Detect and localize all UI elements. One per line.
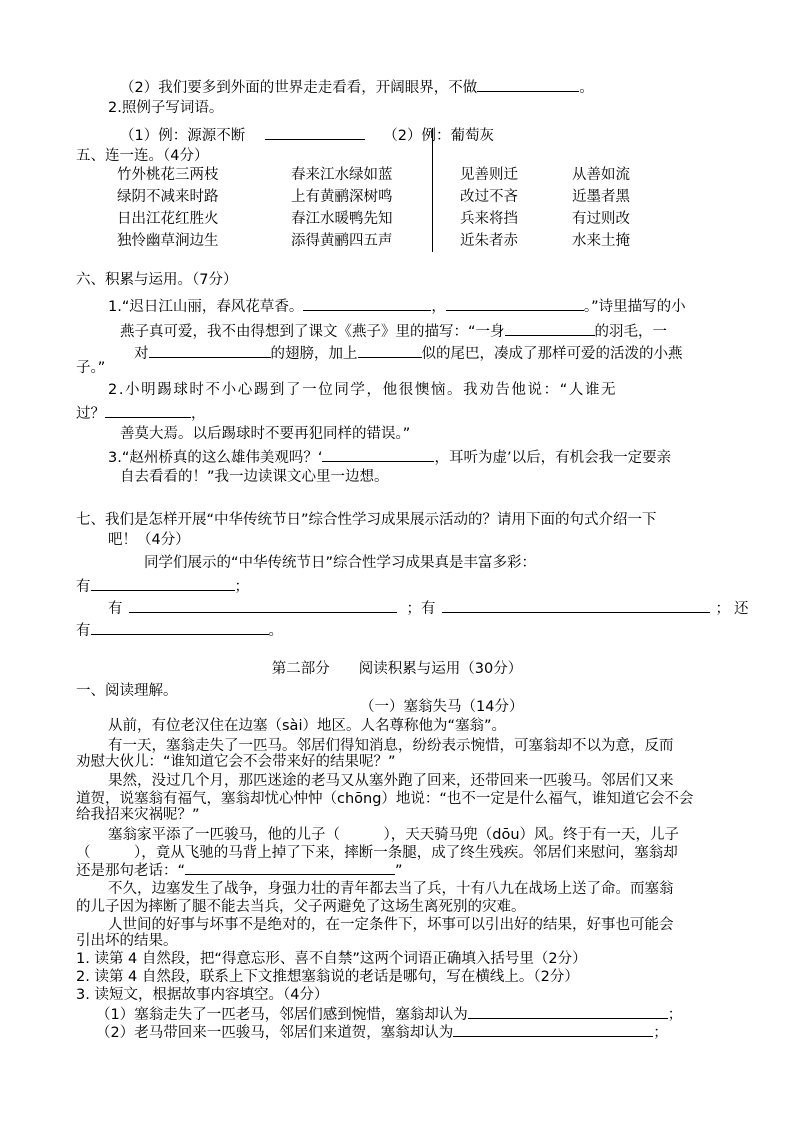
match-left-col1-item[interactable]: 日出江花红胜火 [117, 211, 219, 227]
story-paragraph: 引出坏的结果。 [76, 933, 178, 949]
match-right-col1-item[interactable]: 改过不吝 [460, 189, 518, 205]
story-paragraph: 劝慰大伙儿：“谁知道它会不会带来好的结果呢？” [76, 754, 396, 770]
story-paragraph: 道贺，说塞翁有福气，塞翁却忧心忡忡（chōng）地说：“也不一定是什么福气，谁知道它会不会 [76, 791, 694, 807]
story-paragraph: 给我招来灾祸呢？” [76, 807, 200, 823]
reading-question-3-1: （1）塞翁走失了一匹老马，邻居们感到惋惜，塞翁却认为 ； [96, 1003, 682, 1025]
s6-q2-line1: 2.小明踢球时不小心踢到了一位同学，他很懊恼。我劝告他说：“人谁无 [108, 382, 618, 398]
s7-line1: 有 ； [76, 575, 249, 597]
answer-blank[interactable] [303, 295, 431, 311]
section-7-title-cont: 吧！（4分） [108, 532, 190, 548]
answer-blank[interactable] [468, 1003, 668, 1019]
story-paragraph: 塞翁家平添了一匹骏马，他的儿子（ ），天天骑马兜（dōu）风。终于有一天，儿子 [108, 827, 680, 843]
reading-question-2: 2. 读第 4 自然段，联系上下文推想塞翁说的老话是哪句，写在横线上。（2分） [76, 969, 579, 985]
match-right-col2-item[interactable]: 从善如流 [572, 167, 630, 183]
column-divider [432, 128, 433, 252]
example-row: （1）例：源源不断 （2）例：葡萄灰 [120, 124, 494, 146]
s6-q1-line4: 子。” [76, 360, 106, 376]
answer-blank[interactable] [91, 575, 235, 591]
reading-question-3-2: （2）老马带回来一匹骏马，邻居们来道贺，塞翁却认为 ； [96, 1021, 668, 1043]
section-7-title: 七、我们是怎样开展“中华传统节日”综合性学习成果展示活动的？请用下面的句式介绍一下 [76, 512, 657, 528]
story-paragraph: 果然，没过几个月，那匹迷途的老马又从塞外跑了回来，还带回来一匹骏马。邻居们又来 [108, 773, 674, 789]
story-paragraph: （ ），竟从飞驰的马背上掉了下来，摔断一条腿，成了终生残疾。邻居们来慰问，塞翁却 [76, 845, 678, 861]
reading-question-3: 3. 读短文，根据故事内容填空。（4分） [76, 987, 329, 1003]
match-right-col2-item[interactable]: 有过则改 [572, 211, 630, 227]
section-2-title: 2.照例子写词语。 [108, 100, 224, 116]
match-right-col2-item[interactable]: 水来土掩 [572, 233, 630, 249]
answer-blank[interactable] [149, 342, 271, 358]
s6-q1-line2: 燕子真可爱，我不由得想到了课文《燕子》里的描写：“一身 的羽毛，一 [120, 320, 667, 342]
answer-blank[interactable] [477, 76, 579, 92]
answer-blank[interactable] [265, 124, 365, 140]
answer-blank[interactable] [446, 295, 584, 311]
match-left-col2-item[interactable]: 上有黄鹂深树鸣 [291, 189, 393, 205]
match-left-col1-item[interactable]: 独怜幽草涧边生 [117, 233, 219, 249]
s6-q1-line3: 对 的翅膀，加上 似的尾巴，凑成了那样可爱的活泼的小燕 [134, 342, 683, 364]
match-right-col1-item[interactable]: 见善则迁 [460, 167, 518, 183]
answer-blank[interactable] [185, 859, 395, 875]
s7-line2: 有 ；有 ； 还 [108, 597, 749, 619]
answer-blank[interactable] [505, 320, 595, 336]
story-paragraph: 从前，有位老汉住在边塞（sài）地区。人名尊称他为“塞翁”。 [108, 718, 506, 734]
story-paragraph: 的儿子因为摔断了腿不能去当兵，父子两避免了这场生离死别的灾难。 [76, 899, 526, 915]
match-right-col1-item[interactable]: 兵来将挡 [460, 211, 518, 227]
section-5-title: 五、连一连。（4分） [76, 148, 209, 164]
s6-q3-line2: 自去看看的！”我一边读课文心里一边想。 [120, 469, 389, 485]
story-title: （一）塞翁失马（14分） [360, 699, 524, 715]
answer-blank[interactable] [442, 597, 710, 613]
match-left-col1-item[interactable]: 竹外桃花三两枝 [117, 167, 219, 183]
answer-blank[interactable] [322, 446, 434, 462]
s7-line3: 有 。 [76, 619, 283, 641]
answer-blank[interactable] [91, 619, 269, 635]
answer-blank[interactable] [358, 342, 422, 358]
story-paragraph: 还是那句老话：“ ” [76, 859, 403, 881]
story-paragraph: 有一天，塞翁走失了一匹马。邻居们得知消息，纷纷表示惋惜，可塞翁却不以为意，反而 [108, 738, 674, 754]
match-right-col2-item[interactable]: 近墨者黑 [572, 189, 630, 205]
answer-blank[interactable] [105, 402, 191, 418]
section-6-title: 六、积累与运用。（7分） [76, 272, 238, 288]
answer-blank[interactable] [129, 597, 397, 613]
story-paragraph: 人世间的好事与坏事不是绝对的，在一定条件下，坏事可以引出好的结果，好事也可能会 [108, 917, 674, 933]
s6-q2-line2: 过？ ， [76, 402, 206, 424]
answer-blank[interactable] [453, 1021, 653, 1037]
match-left-col1-item[interactable]: 绿阴不减来时路 [117, 189, 219, 205]
reading-section-title: 一、阅读理解。 [76, 683, 178, 699]
story-paragraph: 不久，边塞发生了战争，身强力壮的青年都去当了兵，十有八九在战场上送了命。而塞翁 [108, 881, 674, 897]
match-left-col2-item[interactable]: 春江水暖鸭先知 [291, 211, 393, 227]
reading-question-1: 1. 读第 4 自然段，把“得意忘形、喜不自禁”这两个词语正确填入括号里（2分） [76, 951, 587, 967]
match-right-col1-item[interactable]: 近朱者赤 [460, 233, 518, 249]
part-2-title: 第二部分 阅读积累与运用（30分） [271, 661, 523, 677]
s6-q3-line1: 3.“赵州桥真的这么雄伟美观吗？‘ ，耳听为虚’以后，有机会我一定要亲 [108, 446, 671, 468]
s6-q1-line1: 1.“迟日江山丽，春风花草香。 ， 。”诗里描写的小 [108, 295, 686, 317]
s6-q2-line3: 善莫大焉。以后踢球时不要再犯同样的错误。” [120, 426, 411, 442]
fill-in-line-2: （2）我们要多到外面的世界走走看看，开阔眼界，不做 。 [120, 76, 594, 98]
match-left-col2-item[interactable]: 春来江水绿如蓝 [291, 167, 393, 183]
s7-intro: 同学们展示的“中华传统节日”综合性学习成果真是丰富多彩： [144, 555, 537, 571]
match-left-col2-item[interactable]: 添得黄鹂四五声 [291, 233, 393, 249]
